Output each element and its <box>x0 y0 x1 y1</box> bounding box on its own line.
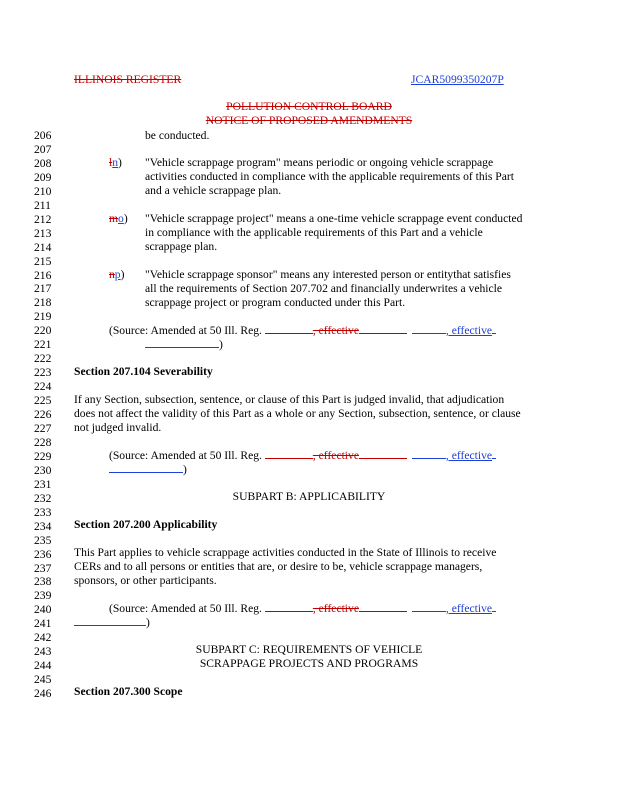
definition-text: and a vehicle scrappage plan. <box>145 184 282 197</box>
source-note: (Source: Amended at 50 Ill. Reg. , effective , effective <box>109 601 496 616</box>
continued-text: be conducted. <box>145 129 210 142</box>
line-number: 214 <box>34 240 52 254</box>
item-marker-p: np) <box>109 268 125 281</box>
deleted-effective: , effective <box>312 324 359 337</box>
section-text: This Part applies to vehicle scrappage activities conducted in the State of Illinois to receive <box>74 546 497 559</box>
definition-text: activities conducted in compliance with the applicable requirements of this Part <box>145 170 514 183</box>
line-number: 212 <box>34 212 52 226</box>
definition-text: "Vehicle scrappage program" means periodic or ongoing vehicle scrappage <box>145 156 494 169</box>
section-text: not judged invalid. <box>74 421 162 434</box>
line-number: 240 <box>34 603 52 617</box>
section-heading: Section 207.300 Scope <box>74 685 183 698</box>
line-number: 237 <box>34 561 52 575</box>
section-text: does not affect the validity of this Part as a whole or any Section, subsection, sentence, or clause <box>74 407 521 420</box>
section-heading: Section 207.200 Applicability <box>74 518 218 531</box>
line-number: 219 <box>34 310 52 324</box>
line-number: 243 <box>34 645 52 659</box>
subpart-heading: SUBPART C: REQUIREMENTS OF VEHICLE <box>195 643 423 656</box>
line-number: 246 <box>34 687 52 700</box>
inserted-blank <box>74 615 146 626</box>
line-number: 216 <box>34 268 52 282</box>
line-number: 217 <box>34 282 52 296</box>
definition-text: in compliance with the applicable requirements of this Part and a vehicle <box>145 226 483 239</box>
source-note-continued: ) <box>74 615 150 630</box>
subpart-heading: SCRAPPAGE PROJECTS AND PROGRAMS <box>199 657 419 670</box>
deleted-effective: , effective <box>312 449 359 462</box>
source-note-continued: ) <box>145 337 223 352</box>
definition-text: scrappage project or program conducted under this Part. <box>145 296 406 309</box>
inserted-letter: n <box>112 156 119 169</box>
line-number: 230 <box>34 463 52 477</box>
source-note-continued: ) <box>109 462 187 477</box>
deleted-blank <box>359 323 407 334</box>
line-number: 222 <box>34 352 52 366</box>
section-text: CERs and to all persons or entities that are, or desire to be, vehicle scrappage managers, <box>74 560 483 573</box>
line-number: 226 <box>34 408 52 421</box>
inserted-effective: , effective <box>445 324 493 337</box>
subpart-heading: SUBPART B: APPLICABILITY <box>232 490 386 503</box>
inserted-blank <box>145 337 219 348</box>
line-number: 245 <box>34 673 52 686</box>
deleted-blank <box>359 448 407 459</box>
deleted-letter: n <box>109 268 115 281</box>
deleted-blank <box>265 601 313 612</box>
inserted-effective: , effective <box>445 449 493 462</box>
line-number: 231 <box>34 477 52 491</box>
line-number: 210 <box>34 184 52 198</box>
line-number: 215 <box>34 254 52 268</box>
definition-text: "Vehicle scrappage sponsor" means any interested person or entitythat satisfies <box>145 268 511 281</box>
line-number: 232 <box>34 491 52 505</box>
notice-title: NOTICE OF PROPOSED AMENDMENTS <box>205 114 413 127</box>
deleted-blank <box>265 323 313 334</box>
section-heading: Section 207.104 Severability <box>74 365 213 378</box>
line-number: 235 <box>34 533 52 547</box>
line-number: 218 <box>34 296 52 310</box>
item-marker-n: ln) <box>109 156 122 169</box>
line-number: 227 <box>34 421 52 435</box>
line-number: 238 <box>34 575 52 589</box>
register-header: ILLINOIS REGISTER <box>74 73 182 86</box>
section-text: sponsors, or other participants. <box>74 574 217 587</box>
line-number: 223 <box>34 366 52 380</box>
deleted-blank <box>359 601 407 612</box>
inserted-blank <box>412 323 446 334</box>
deleted-letter: m <box>109 212 119 225</box>
deleted-blank <box>265 448 313 459</box>
line-number: 221 <box>34 338 52 352</box>
inserted-blank <box>109 462 183 473</box>
source-note: (Source: Amended at 50 Ill. Reg. , effective , effective <box>109 448 496 463</box>
definition-text: "Vehicle scrappage project" means a one-time vehicle scrappage event conducted <box>145 212 523 225</box>
line-number: 220 <box>34 324 52 338</box>
line-number: 236 <box>34 547 52 561</box>
board-title: POLLUTION CONTROL BOARD <box>226 100 392 113</box>
deleted-letter: l <box>109 156 113 169</box>
line-number: 213 <box>34 226 52 240</box>
line-number: 224 <box>34 380 52 394</box>
line-number: 207 <box>34 142 52 156</box>
deleted-effective: , effective <box>312 602 359 615</box>
source-note: (Source: Amended at 50 Ill. Reg. , effective , effective <box>109 323 496 338</box>
item-marker-o: mo) <box>109 212 128 225</box>
line-number: 228 <box>34 435 52 449</box>
line-number: 244 <box>34 659 52 673</box>
inserted-letter: o <box>118 212 124 225</box>
line-number: 211 <box>34 198 51 212</box>
inserted-letter: p <box>114 268 121 281</box>
inserted-blank <box>412 448 446 459</box>
definition-text: scrappage plan. <box>145 240 218 253</box>
line-number: 242 <box>34 631 52 645</box>
line-number: 208 <box>34 156 52 170</box>
line-number: 234 <box>34 519 52 533</box>
line-number: 206 <box>34 129 52 142</box>
line-number: 225 <box>34 394 52 408</box>
line-number: 209 <box>34 170 52 184</box>
definition-text: all the requirements of Section 207.702 and financially underwrites a vehicle <box>145 282 503 295</box>
line-number: 239 <box>34 589 52 603</box>
document-id: JCAR5099350207P <box>411 73 504 86</box>
line-number: 241 <box>34 617 52 631</box>
line-number: 229 <box>34 449 52 463</box>
inserted-blank <box>412 601 446 612</box>
line-number: 233 <box>34 505 52 519</box>
section-text: If any Section, subsection, sentence, or clause of this Part is judged invalid, that adjudication <box>74 393 505 406</box>
inserted-effective: , effective <box>445 602 493 615</box>
